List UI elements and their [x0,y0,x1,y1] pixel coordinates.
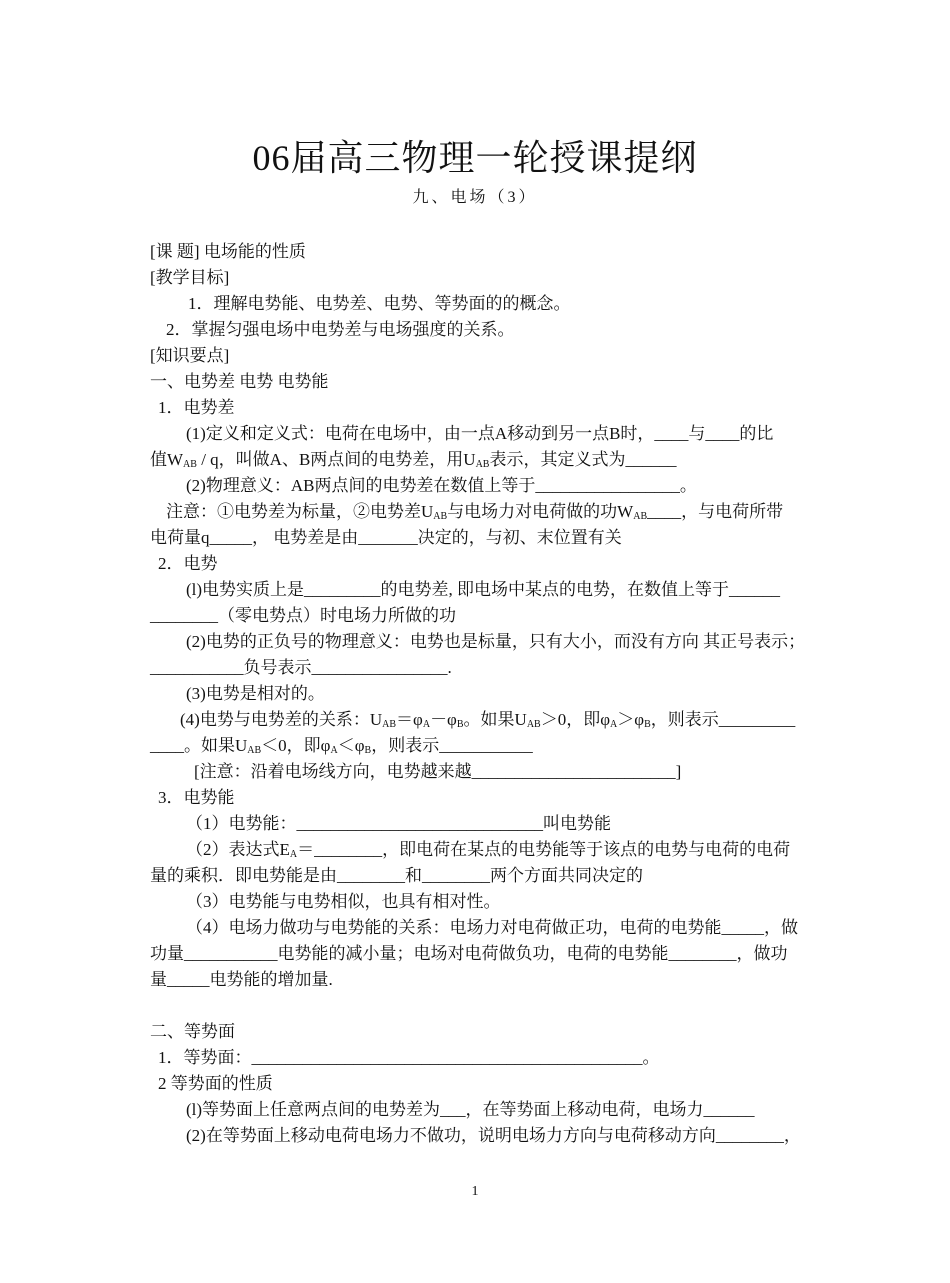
text-line: (l)电势实质上是_________的电势差, 即电场中某点的电势，在数值上等于______ [186,580,781,599]
text-line: 量的乘积．即电势能是由________和________两个方面共同决定的 [150,866,643,885]
text-line: （1）电势能：_____________________________叫电势能 [186,814,611,833]
text-line: ___________负号表示________________. [150,658,452,677]
text-line: 2 等势面的性质 [158,1074,273,1093]
text-line: 一、电势差 电势 电势能 [150,372,329,391]
document-subtitle: 九、电场（3） [412,189,538,206]
text-line: 值$W_{AB}$ / q，叫做A、B两点间的电势差，用$U_{AB}$表示，其定义式为______ [150,450,677,470]
text-line: (2)电势的正负号的物理意义：电势也是标量，只有大小，而没有方向 其正号表示； [186,632,806,651]
text-line: (l)等势面上任意两点间的电势差为___，在等势面上移动电荷，电场力______ [186,1100,755,1119]
text-line: 功量___________电势能的减小量；电场对电荷做负功，电荷的电势能________，做功 [150,944,788,963]
text-line: 电荷量q_____， 电势差是由_______决定的，与初、末位置有关 [150,528,622,547]
text-line: （3）电势能与电势相似，也具有相对性。 [186,892,501,911]
text-line: [教学目标] [150,268,230,287]
text-line: (3)电势是相对的。 [186,684,325,703]
page-number: 1 [471,1184,479,1199]
text-line: 2．电势 [158,554,218,573]
text-line: (1)定义和定义式：电荷在电场中，由一点A移动到另一点B时，____与____的比 [186,424,774,443]
text-line: (4)电势与电势差的关系：$U_{AB}=\varphi_A-\varphi_B$。如果$U_{AB}>0$，即$\varphi_A>\varphi_B$，则表示_________ [180,710,796,730]
text-line: 1．等势面：______________________________________________。 [158,1048,660,1067]
text-line: ________（零电势点）时电场力所做的功 [150,606,456,625]
text-line: [课 题] 电场能的性质 [150,242,306,261]
document-title: 06届高三物理一轮授课提纲 [252,138,698,178]
text-line: 1．电势差 [158,398,235,417]
text-line: 二、等势面 [150,1022,235,1041]
text-line: 2．掌握匀强电场中电势差与电场强度的关系。 [166,320,515,339]
text-line: [注意：沿着电场线方向，电势越来越________________________] [194,762,682,781]
text-line: 量_____电势能的增加量. [150,970,333,989]
text-line: （2）表达式$E_A=\_\_\_\_\_\_\_\_$，即电荷在某点的电势能等于该点的电势与电荷的电荷 [186,840,791,860]
text-line: 注意：①电势差为标量，②电势差$U_{AB}$与电场力对电荷做的功$W_{AB}\_\_\_\_$，与电荷所带 [166,502,784,522]
text-line: (2)物理意义：AB两点间的电势差在数值上等于_________________。 [186,476,697,495]
text-line: ____。如果$U_{AB}<0$，即$\varphi_A<\varphi_B$，则表示___________ [150,736,533,756]
text-line: （4）电场力做功与电势能的关系：电场力对电荷做正功，电荷的电势能_____，做 [186,918,798,937]
text-line: (2)在等势面上移动电荷电场力不做功，说明电场力方向与电荷移动方向________， [186,1126,801,1145]
text-line: [知识要点] [150,346,230,365]
text-line: 1．理解电势能、电势差、电势、等势面的的概念。 [188,294,571,313]
text-line: 3．电势能 [158,788,235,807]
